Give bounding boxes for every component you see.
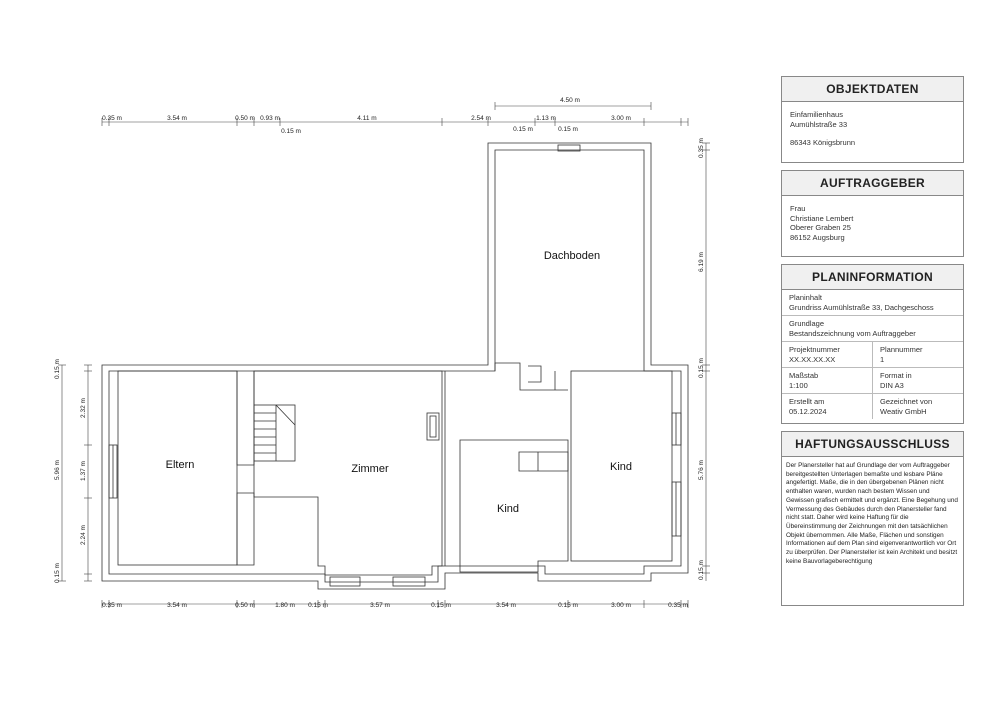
dim-top-overall: 4.50 m bbox=[560, 97, 580, 104]
dim-bottom-2: 0.50 m bbox=[235, 602, 255, 609]
objektdaten-title: OBJEKTDATEN bbox=[782, 77, 963, 102]
projektnummer-value: XX.XX.XX.XX bbox=[789, 354, 836, 364]
erstellt-cell bbox=[782, 394, 873, 419]
haftungsausschluss-text: Der Planersteller hat auf Grundlage der vom Auftraggeber bereitgestellten Unterlagen bemaßte und lesbare Pläne angefertigt. Maße, die in den übergebenen Plänen nicht enthalten waren, wurden nach bestem Wissen und Gewissen grafisch ermittelt und ergänzt. Eine Begehung und Vermessung des Gebäudes durch den Planersteller fand nicht statt. Daher wird keine Haftung für die Übereinstimmung der Zeichnungen mit den tatsächlichen Objekt übernommen. Alle Maße, Flächen und sonstigen Informationen auf dem Plan sind eigenverantwortlich vor Ort zu überprüfen. Der Planersteller ist kein Architekt und besitzt keine Bauvorlageberechtigung bbox=[786, 462, 958, 565]
dim-left-0: 0.15 m bbox=[54, 359, 61, 379]
massstab-value: 1:100 bbox=[789, 380, 808, 390]
dim-top-sub-1: 0.15 m bbox=[513, 126, 533, 133]
dim-bottom-0: 0.35 m bbox=[102, 602, 122, 609]
dim-top-sub-2: 0.15 m bbox=[558, 126, 578, 133]
auftraggeber-body bbox=[782, 196, 963, 242]
room-label-kind-middle: Kind bbox=[496, 503, 520, 515]
plannummer-label: Plannummer bbox=[880, 345, 923, 354]
dim-bottom-3: 1.80 m bbox=[275, 602, 295, 609]
massstab-label: Maßstab bbox=[789, 371, 819, 380]
projektnummer-cell bbox=[782, 342, 873, 367]
dim-right-4: 0.15 m bbox=[698, 560, 705, 580]
dim-top-1: 3.54 m bbox=[167, 115, 187, 122]
planinhalt-value: Grundriss Aumühlstraße 33, Dachgeschoss bbox=[789, 302, 934, 312]
format-value: DIN A3 bbox=[880, 380, 904, 390]
walls bbox=[102, 143, 688, 589]
grundlage-value: Bestandszeichnung vom Auftraggeber bbox=[789, 328, 916, 338]
objektdaten-line1: Einfamilienhaus bbox=[790, 110, 843, 119]
objektdaten-line3: 86343 Königsbrunn bbox=[790, 138, 856, 147]
plannummer-value: 1 bbox=[880, 354, 885, 364]
room-label-kind-right: Kind bbox=[609, 461, 633, 473]
dim-top-7: 3.00 m bbox=[611, 115, 631, 122]
dim-bottom-1: 3.54 m bbox=[167, 602, 187, 609]
objektdaten-panel bbox=[781, 76, 964, 163]
dim-top-3: 0.93 m bbox=[260, 115, 280, 122]
dim-top-sub-0: 0.15 m bbox=[281, 128, 301, 135]
massstab-cell bbox=[782, 368, 873, 393]
auftraggeber-panel bbox=[781, 170, 964, 257]
dim-left-2: 1.37 m bbox=[80, 461, 87, 481]
gezeichnet-value: Weativ GmbH bbox=[880, 406, 927, 416]
top-dimension-chain bbox=[58, 102, 710, 608]
room-label-eltern: Eltern bbox=[165, 459, 195, 471]
haftungsausschluss-panel bbox=[781, 431, 964, 606]
objektdaten-body bbox=[782, 102, 963, 148]
dim-bottom-8: 0.15 m bbox=[558, 602, 578, 609]
auftraggeber-title: AUFTRAGGEBER bbox=[782, 171, 963, 196]
dim-left-3: 2.24 m bbox=[80, 525, 87, 545]
dim-bottom-6: 0.15 m bbox=[431, 602, 451, 609]
auftraggeber-line1: Frau bbox=[790, 204, 806, 213]
dim-left-overall: 5.96 m bbox=[54, 460, 61, 480]
dim-top-5: 2.54 m bbox=[471, 115, 491, 122]
dim-bottom-9: 3.00 m bbox=[611, 602, 631, 609]
massstab-format-row bbox=[782, 368, 963, 394]
format-cell bbox=[873, 368, 963, 393]
auftraggeber-line2: Christiane Lembert bbox=[790, 213, 854, 223]
projektnummer-label: Projektnummer bbox=[789, 345, 840, 354]
dim-right-0: 0.35 m bbox=[698, 138, 705, 158]
haftungsausschluss-title: HAFTUNGSAUSSCHLUSS bbox=[782, 432, 963, 457]
dim-top-4: 4.11 m bbox=[357, 115, 377, 122]
room-label-dachboden: Dachboden bbox=[543, 250, 601, 262]
dim-top-0: 0.35 m bbox=[102, 115, 122, 122]
gezeichnet-label: Gezeichnet von bbox=[880, 397, 933, 406]
planinformation-panel bbox=[781, 264, 964, 424]
format-label: Format in bbox=[880, 371, 912, 380]
grundlage-label: Grundlage bbox=[789, 319, 825, 328]
dim-bottom-4: 0.15 m bbox=[308, 602, 328, 609]
dim-bottom-5: 3.57 m bbox=[370, 602, 390, 609]
planinformation-title: PLANINFORMATION bbox=[782, 265, 963, 290]
plannummer-cell bbox=[873, 342, 963, 367]
dim-bottom-10: 0.35 m bbox=[668, 602, 688, 609]
dim-top-2: 0.50 m bbox=[235, 115, 255, 122]
dim-bottom-7: 3.54 m bbox=[496, 602, 516, 609]
auftraggeber-line4: 86152 Augsburg bbox=[790, 232, 845, 242]
dim-right-2: 0.15 m bbox=[698, 358, 705, 378]
projekt-plannummer-row bbox=[782, 342, 963, 368]
erstellt-value: 05.12.2024 bbox=[789, 406, 827, 416]
erstellt-label: Erstellt am bbox=[789, 397, 825, 406]
planinhalt-row bbox=[782, 290, 963, 316]
planinhalt-label: Planinhalt bbox=[789, 293, 822, 302]
dim-left-4: 0.15 m bbox=[54, 563, 61, 583]
dim-right-3: 5.76 m bbox=[698, 460, 705, 480]
dim-top-6: 1.13 m bbox=[536, 115, 556, 122]
gezeichnet-cell bbox=[873, 394, 963, 419]
grundlage-row bbox=[782, 316, 963, 342]
dim-left-1: 2.32 m bbox=[80, 398, 87, 418]
auftraggeber-line3: Oberer Graben 25 bbox=[790, 223, 851, 232]
objektdaten-line2: Aumühlstraße 33 bbox=[790, 119, 848, 129]
erstellt-gezeichnet-row bbox=[782, 394, 963, 419]
dim-right-1: 6.19 m bbox=[698, 252, 705, 272]
room-label-zimmer: Zimmer bbox=[351, 463, 389, 475]
